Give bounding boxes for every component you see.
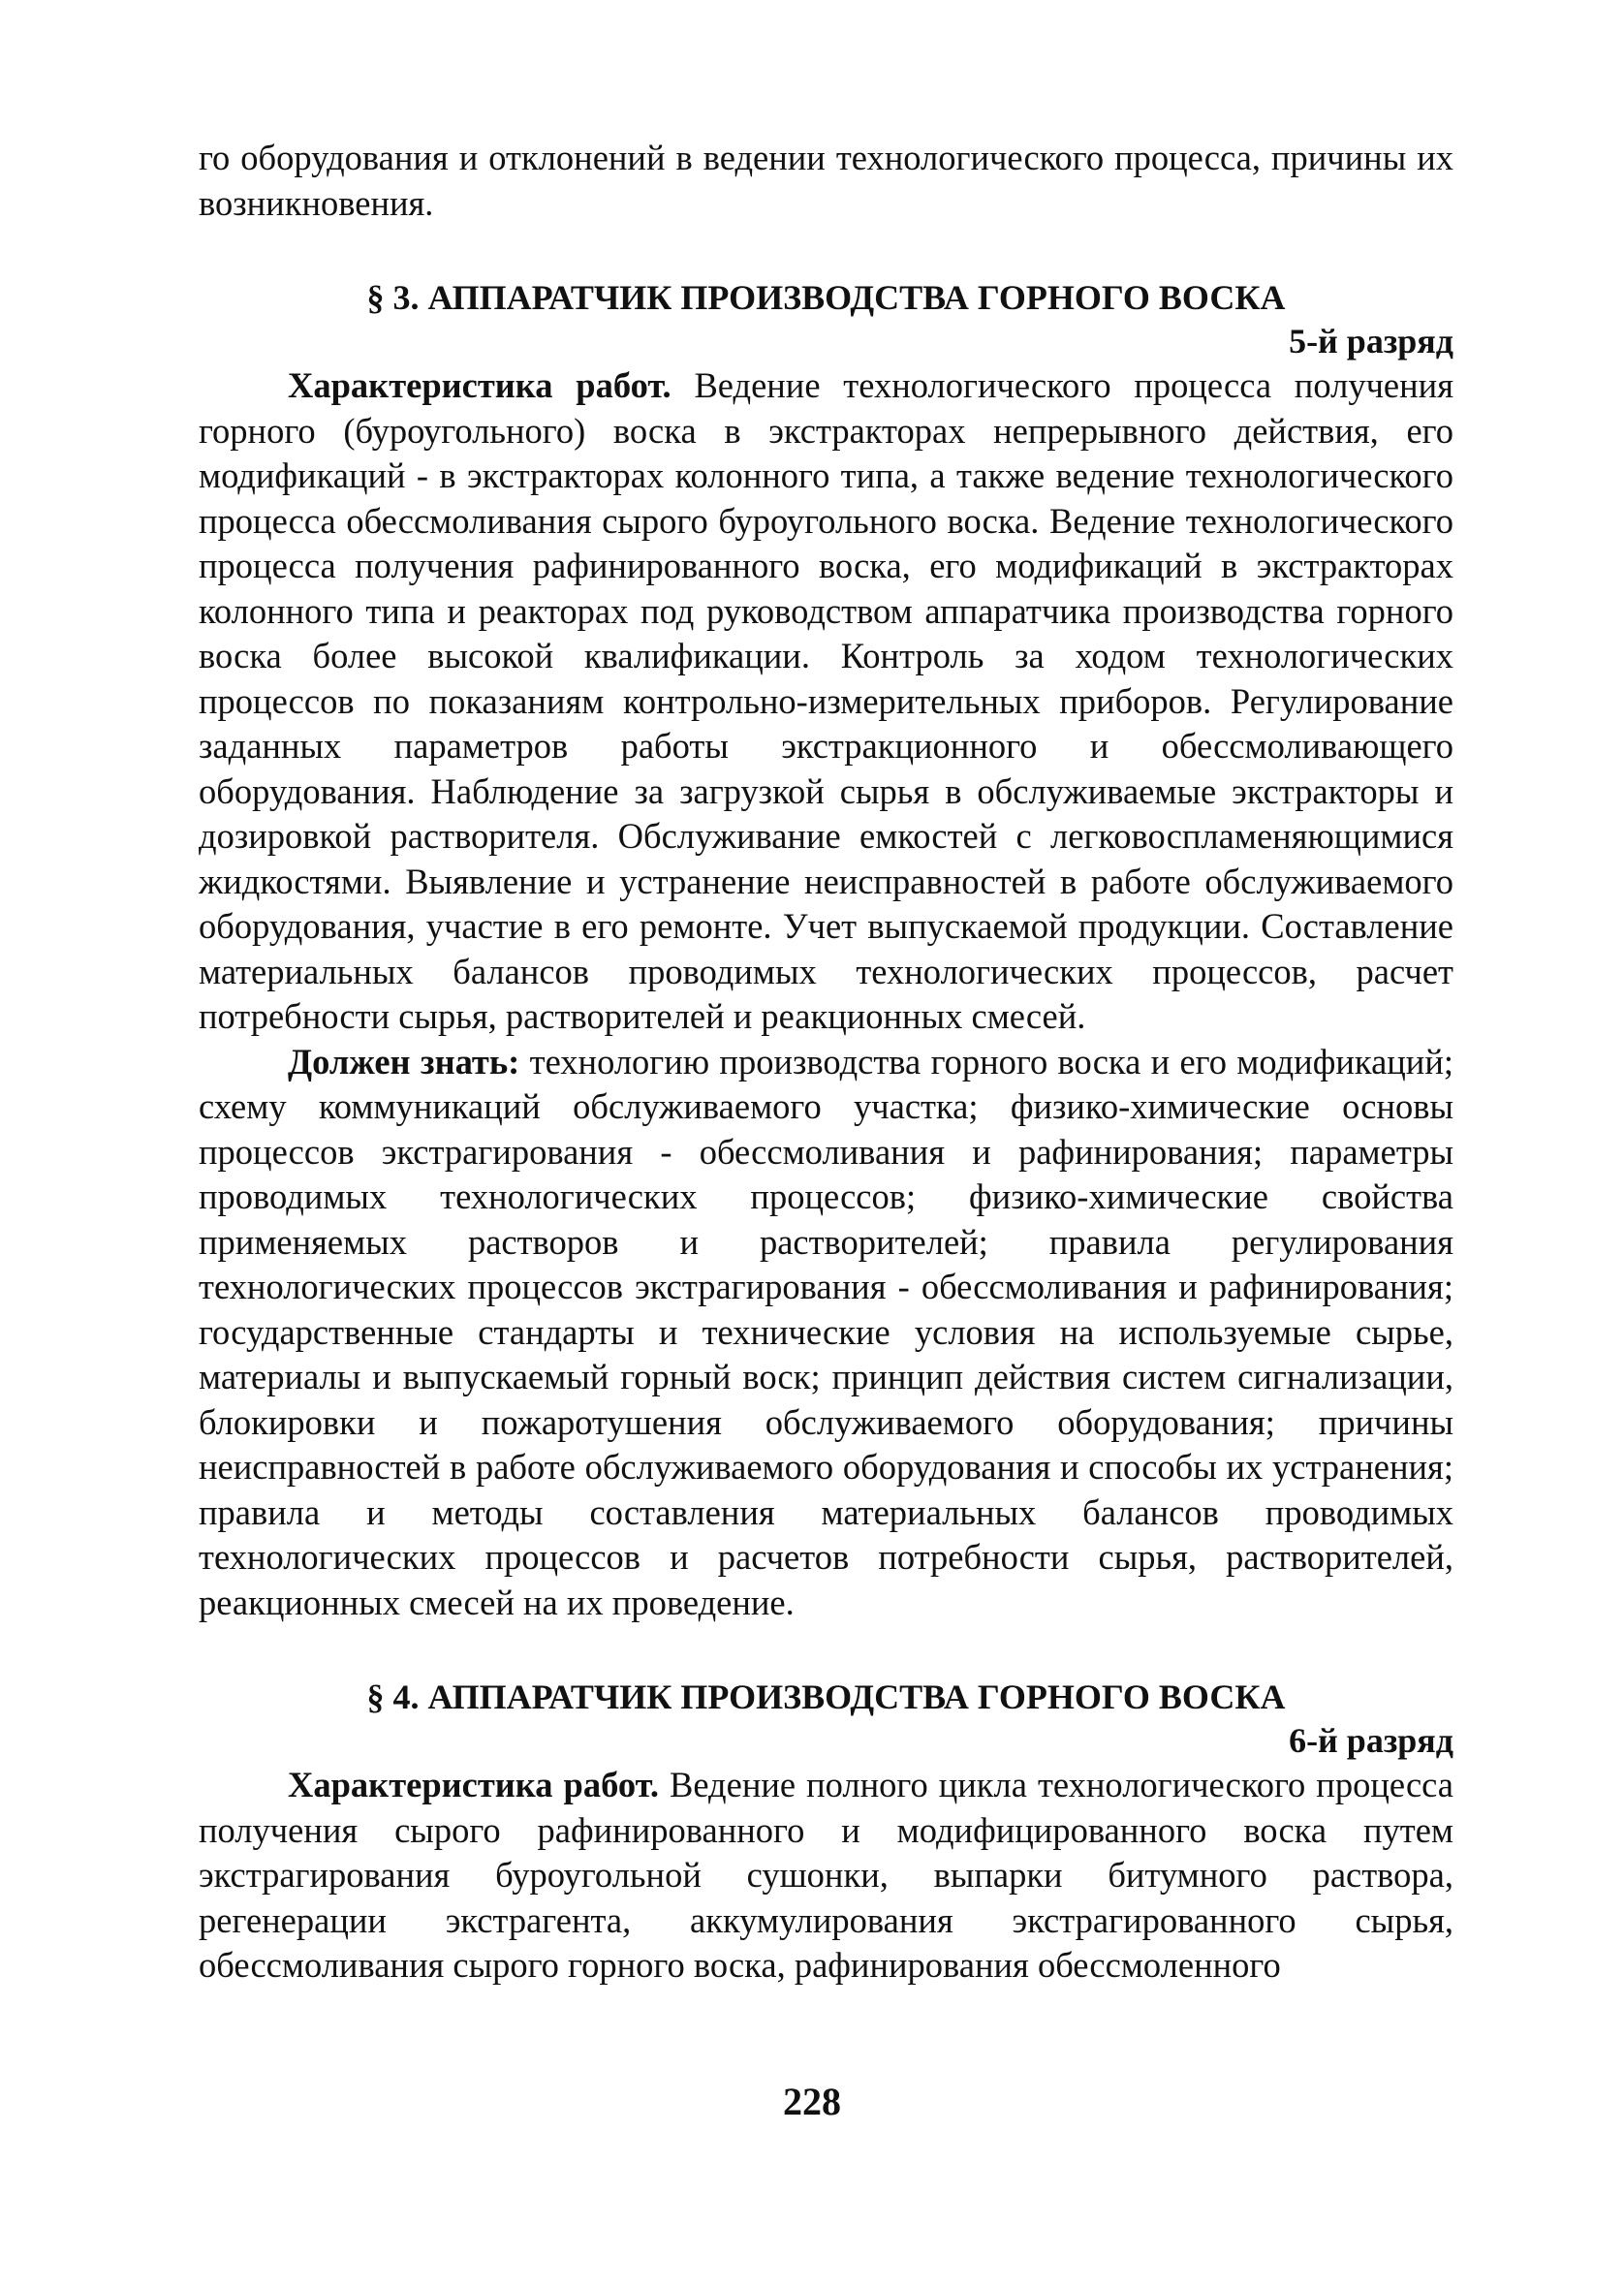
section-4-grade: 6-й разряд: [1289, 1721, 1453, 1760]
section-3-heading: § 3. АППАРАТЧИК ПРОИЗВОДСТВА ГОРНОГО ВОСКА: [366, 278, 1286, 317]
section-4-heading: § 4. АППАРАТЧИК ПРОИЗВОДСТВА ГОРНОГО ВОСКА: [366, 1678, 1286, 1716]
section-3-knowledge-paragraph: [199, 1040, 1453, 1626]
page-number: 228: [783, 2080, 841, 2123]
knowledge-text: технологию производства горного воска и его модификаций; схему коммуникаций обслуживаемого участка; физико-химические основы процессов экстрагирования - обессмоливания и рафинирования; параметры проводимых технологических процессов; физико-химические свойства применяемых растворов и растворителей; правила регулирования технологических процессов экстрагирования - обессмоливания и рафинирования; государственные стандарты и технические условия на используемые сырье, материалы и выпускаемый горный воск; принцип действия систем сигнализации, блокировки и пожаротушения обслуживаемого оборудования; причины неисправностей в работе обслуживаемого оборудования и способы их устранения; правила и методы составления материальных балансов проводимых технологических процессов и расчетов потребности сырья, растворителей, реакционных смесей на их проведение.: [199, 1041, 1454, 1622]
section-3-characteristic-paragraph: [199, 363, 1453, 1040]
intro-paragraph: го оборудования и отклонений в ведении технологического процесса, причины их возникновения.: [199, 138, 1453, 223]
characteristic-text: Ведение технологического процесса получения горного (буроугольного) воска в экстракторах непрерывного действия, его модификаций - в экстракторах колонного типа, а также ведение технологического процесса обессмоливания сырого буроугольного воска. Ведение технологического процесса получения рафинированного воска, его модификаций в экстракторах колонного типа и реакторах под руководством аппаратчика производства горного воска более высокой квалификации. Контроль за ходом технологических процессов по показаниям контрольно-измерительных приборов. Регулирование заданных параметров работы экстракционного и обессмоливающего оборудования. Наблюдение за загрузкой сырья в обслуживаемые экстракторы и дозировкой растворителя. Обслуживание емкостей с легковоспламеняющимися жидкостями. Выявление и устранение неисправностей в работе обслуживаемого оборудования, участие в его ремонте. Учет выпускаемой продукции. Составление материальных балансов проводимых технологических процессов, расчет потребности сырья, растворителей и реакционных смесей.: [199, 365, 1453, 1036]
characteristic-label: Характеристика работ.: [288, 1765, 659, 1804]
knowledge-label: Должен знать:: [288, 1041, 520, 1082]
characteristic-label: Характеристика работ.: [288, 365, 671, 405]
characteristic-text: Ведение полного цикла технологического процесса получения сырого рафинированного и модифицированного воска путем экстрагирования буроугольной сушонки, выпарки битумного раствора, регенерации экстрагента, аккумулирования экстрагированного сырья, обессмоливания сырого горного воска, рафинирования обессмоленного: [199, 1765, 1454, 1985]
spacer: [199, 1625, 1453, 1676]
section-3-grade: 5-й разряд: [1289, 322, 1453, 361]
document-page: [199, 136, 1453, 2248]
section-4-characteristic-paragraph: [199, 1763, 1453, 1989]
spacer: [199, 226, 1453, 276]
